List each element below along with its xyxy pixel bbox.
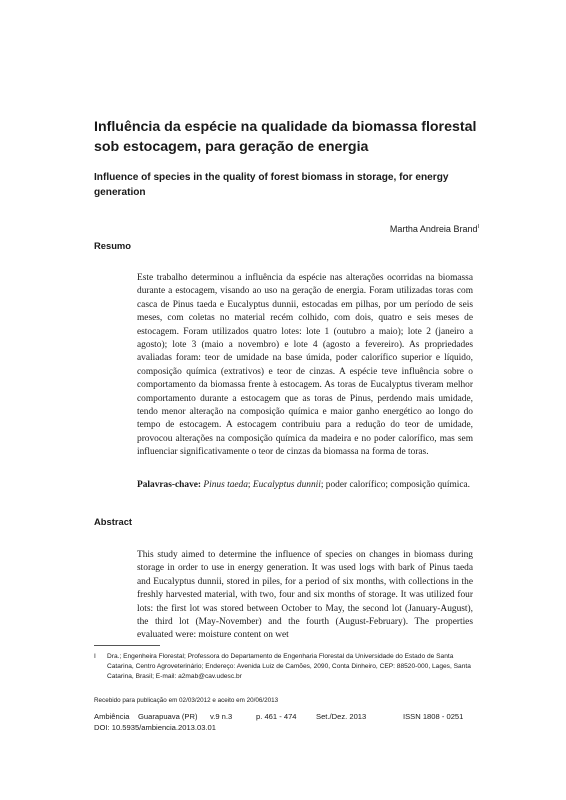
footnote-number: I — [94, 653, 96, 660]
journal-issn: ISSN 1808 - 0251 — [403, 712, 464, 721]
keywords-label: Palavras-chave: — [137, 480, 202, 490]
article-title: Influência da espécie na qualidade da biomassa florestal sob estocagem, para geração de energia — [94, 119, 477, 155]
abstract-paragraph: This study aimed to determine the influence of species on changes in biomass during storage in order to use in energy generation. It was used logs with bark of Pinus taeda and Eucalyptus dunnii, stored in piles, for a period of six months, with collections in the freshly harvested material, with two, four and six months of storage. It was utilized four lots: the first lot was stored between October to May, the second lot (January-August), the third lot (May-November) and the fourth (August-February). The properties evaluated were: moisture content on wet — [137, 550, 473, 641]
article-title-english: Influence of species in the quality of forest biomass in storage, for energy generation — [94, 172, 449, 198]
resumo-paragraph: Este trabalho determinou a influência da espécie nas alterações ocorridas na biomassa durante a estocagem, visando ao uso na geração de energia. Foram utilizadas toras com casca de Pinus taeda e Eucalyptus dunnii, estocadas em pilhas, por um período de seis meses, com coletas no material recém colhido, com dois, quatro e seis meses de estocagem. Foram utilizados quatro lotes: lote 1 (outubro a maio); lote 2 (janeiro a agosto); lote 3 (maio a novembro) e lote 4 (agosto a fevereiro). As propriedades avaliadas foram: teor de umidade na base úmida, poder calorífico superior e líquido, composição química (extrativos) e teor de cinzas. A espécie teve influência sobre o comportamento da biomassa frente à estocagem. As toras de Eucalyptus tiveram melhor comportamento durante a estocagem que as toras de Pinus, perdendo mais umidade, tendo menor alteração na composição química e maior ganho energético ao longo do tempo de estocagem. A estocagem contribuiu para a redução do teor de umidade, provocou alterações na composição química da madeira e no poder calorífico, mas sem influenciar significativamente o teor de cinzas da biomassa na forma de toras. — [137, 273, 473, 458]
footnote-text: Dra.; Engenheira Florestal; Professora do Departamento de Engenharia Florestal da Universidade do Estado de Santa Catarina, Centro Agroveterinário; Endereço: Avenida Luiz de Camões, 2090, Conta Dinheiro, CEP: 88520-000, Lages, Santa Catarina, Brasil; E-mail: a2mab@cav.udesc.br — [107, 653, 471, 680]
journal-name: Ambiência — [94, 712, 130, 721]
keywords-rest: ; poder calorífico; composição química. — [320, 480, 471, 490]
received-accepted-dates: Recebido para publicação em 02/03/2012 e aceito em 20/06/2013 — [94, 697, 279, 704]
abstract-heading: Abstract — [94, 516, 133, 527]
journal-pages: p. 461 - 474 — [256, 712, 297, 721]
journal-city: Guarapuava (PR) — [138, 712, 198, 721]
footnote — [94, 652, 474, 682]
keyword-separator: ; — [247, 480, 253, 490]
keywords-line — [137, 479, 473, 492]
resumo-heading: Resumo — [94, 240, 131, 251]
author-name: Martha Andreia Brand — [389, 224, 478, 234]
author-note-marker: I — [477, 224, 479, 230]
doi: DOI: 10.5935/ambiencia.2013.03.01 — [94, 723, 217, 732]
keyword-eucalyptus: Eucalyptus dunnii — [252, 480, 321, 490]
footnote-divider — [94, 645, 160, 646]
author-line — [390, 224, 479, 234]
journal-date: Set./Dez. 2013 — [316, 712, 367, 721]
keyword-pinus: Pinus taeda — [203, 480, 248, 490]
journal-volume: v.9 n.3 — [210, 712, 233, 721]
